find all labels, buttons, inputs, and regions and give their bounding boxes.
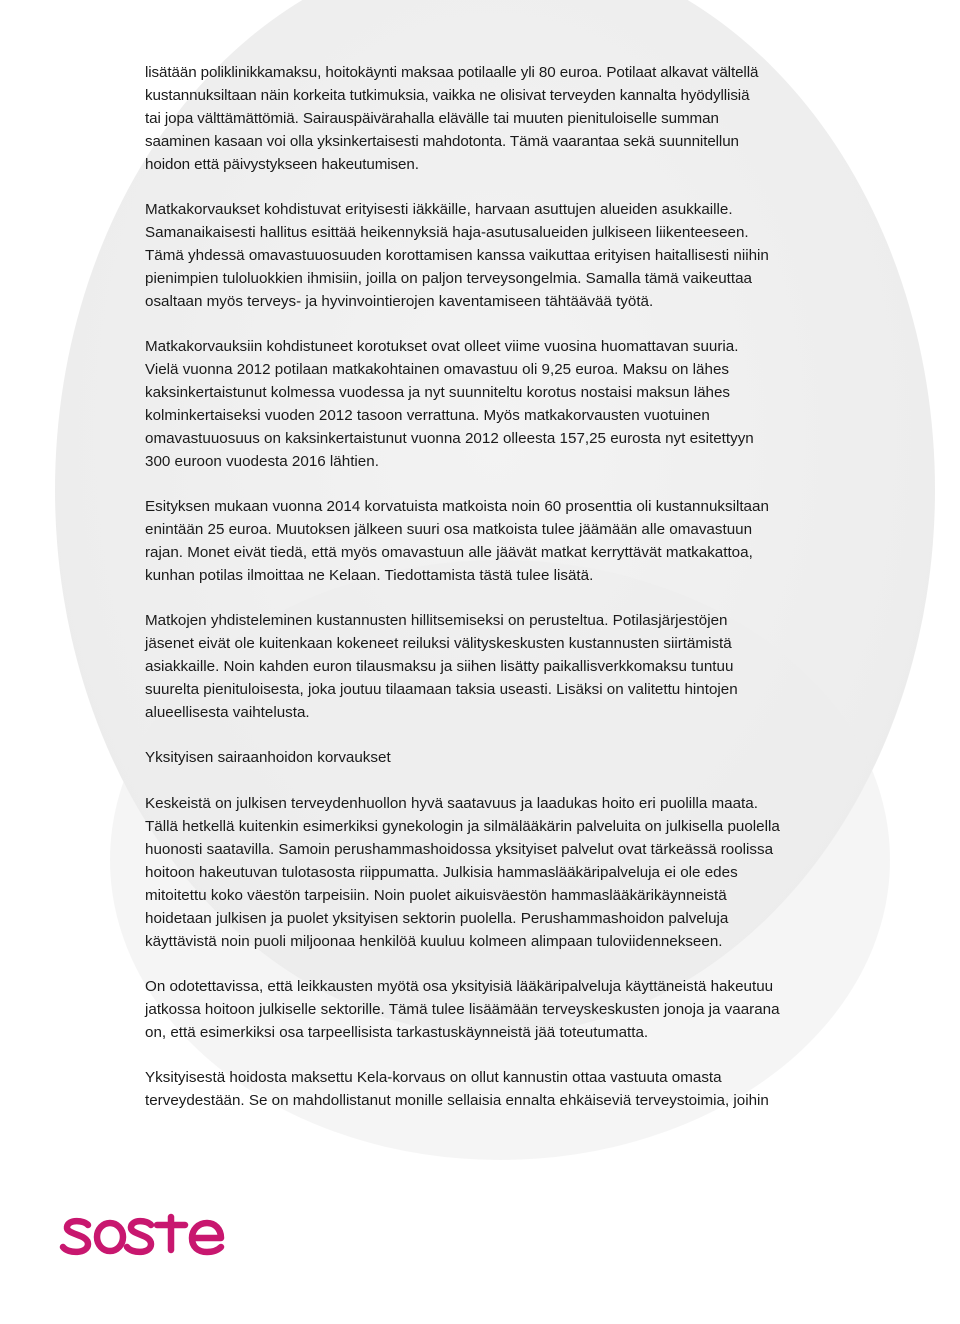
text-line: enintään 25 euroa. Muutoksen jälkeen suuri osa matkoista tulee jäämään alle omavastuun xyxy=(145,521,753,538)
text-line: kustannuksiltaan näin korkeita tutkimuksia, vaikka ne olisivat terveyden kannalta hyödyllisiä xyxy=(145,87,750,104)
paragraph-2 xyxy=(145,198,865,313)
paragraph-1 xyxy=(145,61,865,176)
text-line: mitoitettu koko väestön tarpeisiin. Noin puolet aikuisväestön hammaslääkärikäynneistä xyxy=(145,887,727,904)
text-line: kaksinkertaistunut kolmessa vuodessa ja nyt suunniteltu korotus nostaisi maksun lähes xyxy=(145,384,731,401)
text-line: hoidetaan julkisen ja puolet yksityisen sektorin puolella. Perushammashoidon palveluja xyxy=(145,910,729,927)
text-line: saaminen kasaan voi olla yksinkertaisesti mahdotonta. Tämä vaarantaa sekä suunnitellun xyxy=(145,133,739,150)
text-line: huonosti saatavilla. Samoin perushammashoidossa yksityiset palvelut ovat tärkeässä roolissa xyxy=(145,841,774,858)
text-line: osaltaan myös terveys- ja hyvinvointierojen kaventamiseen tähtäävää työtä. xyxy=(145,293,654,310)
text-line: alueellisesta vaihtelusta. xyxy=(145,704,310,721)
text-line: käyttävistä noin puoli miljoonaa henkilöä kuuluu kolmeen alimpaan tuloviidennekseen. xyxy=(145,933,723,950)
text-line: terveydestään. Se on mahdollistanut monille sellaisia ennalta ehkäiseviä terveystoimia, joihin xyxy=(145,1092,769,1109)
text-line: jäsenet eivät ole kuitenkaan kokeneet reiluksi välityskeskusten kustannusten siirtämistä xyxy=(145,635,732,652)
text-line: kunhan potilas ilmoittaa ne Kelaan. Tiedottamista tästä tulee lisätä. xyxy=(145,567,594,584)
text-line: Esityksen mukaan vuonna 2014 korvatuista matkoista noin 60 prosenttia oli kustannuksiltaan xyxy=(145,498,769,515)
soste-logo xyxy=(58,1207,228,1267)
paragraph-7 xyxy=(145,975,865,1044)
paragraph-3 xyxy=(145,335,865,473)
text-line: suurelta pienituloisesta, joka joutuu tilaamaan taksia useasti. Lisäksi on valitettu hintojen xyxy=(145,681,738,698)
text-line: Keskeistä on julkisen terveydenhuollon hyvä saatavuus ja laadukas hoito eri puolilla maata. xyxy=(145,795,758,812)
section-heading xyxy=(145,746,865,769)
paragraph-4 xyxy=(145,495,865,587)
text-line: omavastuuosuus on kaksinkertaistunut vuonna 2012 olleesta 157,25 eurosta nyt esitettyyn xyxy=(145,430,754,447)
text-line: Vielä vuonna 2012 potilaan matkakohtainen omavastuu oli 9,25 euroa. Maksu on lähes xyxy=(145,361,729,378)
text-line: Tämä yhdessä omavastuuosuuden korottamisen kanssa vaikuttaa erityisen haitallisesti niihin xyxy=(145,247,769,264)
document-body xyxy=(145,61,865,1134)
paragraph-6 xyxy=(145,792,865,953)
text-line: 300 euroon vuodesta 2016 lähtien. xyxy=(145,453,379,470)
text-line: kolminkertaiseksi vuoden 2012 tasoon verrattuna. Myös matkakorvausten vuotuinen xyxy=(145,407,710,424)
soste-logo-mark xyxy=(58,1207,228,1267)
text-line: asiakkaille. Noin kahden euron tilausmaksu ja siihen lisätty paikallisverkkomaksu tuntuu xyxy=(145,658,734,675)
text-line: On odotettavissa, että leikkausten myötä osa yksityisiä lääkäripalveluja käyttäneistä hakeutuu xyxy=(145,978,774,995)
text-line: jatkossa hoitoon julkiselle sektorille. Tämä tulee lisäämään terveyskeskusten jonoja ja vaarana xyxy=(145,1001,780,1018)
text-line: Matkakorvaukset kohdistuvat erityisesti iäkkäille, harvaan asuttujen alueiden asukkaille. xyxy=(145,201,733,218)
text-line: Matkakorvauksiin kohdistuneet korotukset ovat olleet viime vuosina huomattavan suuria. xyxy=(145,338,739,355)
text-line: Yksityisestä hoidosta maksettu Kela-korvaus on ollut kannustin ottaa vastuuta omasta xyxy=(145,1069,722,1086)
text-line: hoitoon hakeutuvan tulotasosta riippumatta. Julkisia hammaslääkäripalveluja ei ole edes xyxy=(145,864,738,881)
text-line: hoidon että päivystykseen hakeutumisen. xyxy=(145,156,419,173)
section-heading-text: Yksityisen sairaanhoidon korvaukset xyxy=(145,749,391,766)
text-line: Samanaikaisesti hallitus esittää heikennyksiä haja-asutusalueiden julkiseen liikenteeseen. xyxy=(145,224,749,241)
text-line: lisätään poliklinikkamaksu, hoitokäynti maksaa potilaalle yli 80 euroa. Potilaat alkavat vältellä xyxy=(145,64,759,81)
paragraph-8 xyxy=(145,1066,865,1112)
text-line: rajan. Monet eivät tiedä, että myös omavastuun alle jäävät matkat kerryttävät matkakattoa, xyxy=(145,544,753,561)
text-line: pienimpien tuloluokkien ihmisiin, joilla on paljon terveysongelmia. Samalla tämä vaikeuttaa xyxy=(145,270,752,287)
text-line: on, että esimerkiksi osa tarpeellisista tarkastuskäynneistä jää toteutumatta. xyxy=(145,1024,649,1041)
text-line: Matkojen yhdisteleminen kustannusten hillitsemiseksi on perusteltua. Potilasjärjestöjen xyxy=(145,612,728,629)
paragraph-5 xyxy=(145,609,865,724)
text-line: Tällä hetkellä kuitenkin esimerkiksi gynekologin ja silmälääkärin palveluita on julkisella puolella xyxy=(145,818,780,835)
text-line: tai jopa välttämättömiä. Sairauspäivärahalla elävälle tai muuten pienituloiselle summan xyxy=(145,110,719,127)
